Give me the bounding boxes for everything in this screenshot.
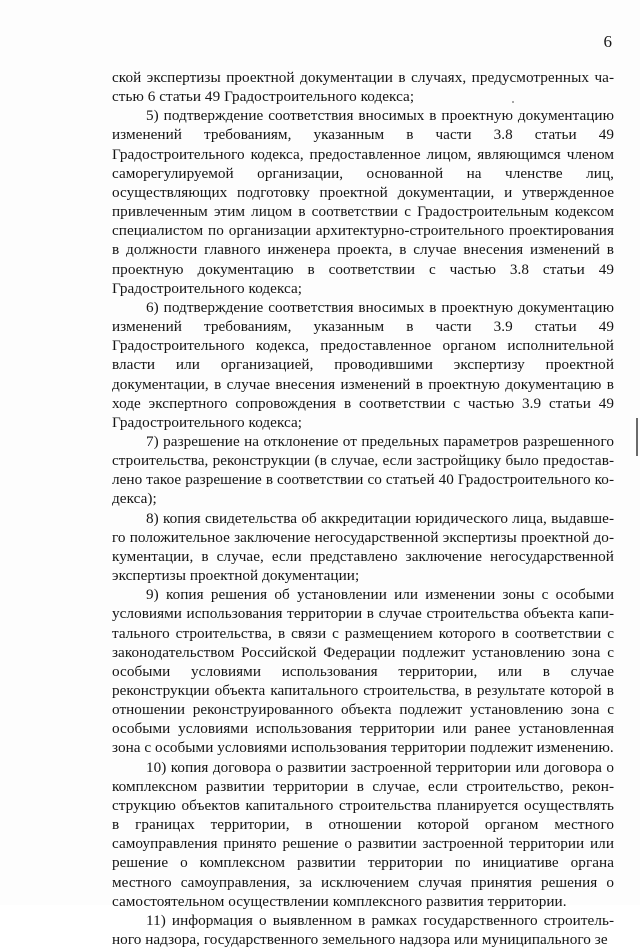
document-body [112, 68, 614, 949]
paragraph-item-6: 6) подтверждение соответствия вносимых в проектную документацию изменений требованиям, указанным в части 3.9 статьи 49 Градостроительного кодекса, предоставленное органом исполнительной власти или организацией, проводившими экспертизу проектной документации, в случае внесения изменений в проектную документацию в ходе экспертного сопровождения в соответствии с частью 3.9 статьи 49 Градостроительного кодекса; [112, 298, 614, 431]
paragraph-item-8: 8) копия свидетельства об аккредитации юридического лица, выдавшего положительное заключение негосударственной экспертизы проектной документации, в случае, если представлено заключение негосударственной экспертизы проектной документации; [112, 509, 614, 585]
page-number: 6 [603, 32, 612, 51]
scan-edge-mark [636, 418, 638, 456]
paragraph-item-7: 7) разрешение на отклонение от предельных параметров разрешенного строительства, реконструкции (в случае, если застройщику было предоставлено такое разрешение в соответствии со статьей 40 Градостроительного кодекса); [112, 432, 614, 508]
paragraph-continuation: ской экспертизы проектной документации в случаях, предусмотренных частью 6 статьи 49 Градостроительного кодекса; [112, 69, 614, 106]
paragraph-item-10: 10) копия договора о развитии застроенной территории или договора о комплексном развитии территории в случае, если строительство, реконструкцию объектов капитального строительства планируется осуществлять в границах территории, в отношении которой органом местного самоуправления принято решение о развитии застроенной территории или решение о комплексном развитии территории по инициативе органа местного самоуправления, за исключением случая принятия решения о самостоятельном осуществлении комплексного развития территории. [112, 758, 614, 910]
paragraph-item-11: 11) информация о выявленном в рамках государственного строительного надзора, государственного земельного надзора или муниципального зе [112, 911, 614, 949]
paragraph-item-9: 9) копия решения об установлении или изменении зоны с особыми условиями использования территории в случае строительства объекта капитального строительства, в связи с размещением которого в соответствии с законодательством Российской Федерации подлежит установлению зона с особыми условиями использования территории, или в случае реконструкции объекта капитального строительства, в результате которой в отношении реконструированного объекта подлежит установлению зона с особыми условиями использования территории или ранее установленная зона с особыми условиями использования территории подлежит изменению. [112, 586, 614, 757]
paragraph-item-5: 5) подтверждение соответствия вносимых в проектную документацию изменений требованиям, указанным в части 3.8 статьи 49 Градостроительного кодекса, предоставленное лицом, являющимся членом саморегулируемой организации, основанной на членстве лиц, осуществляющих подготовку проектной документации, и утвержденное привлеченным этим лицом в соответствии с Градостроительным кодексом специалистом по организации архитектурно-строительного проектирования в должности главного инженера проекта, в случае внесения изменений в проектную документацию в соответствии с частью 3.8 статьи 49 Градостроительного кодекса; [112, 107, 614, 297]
